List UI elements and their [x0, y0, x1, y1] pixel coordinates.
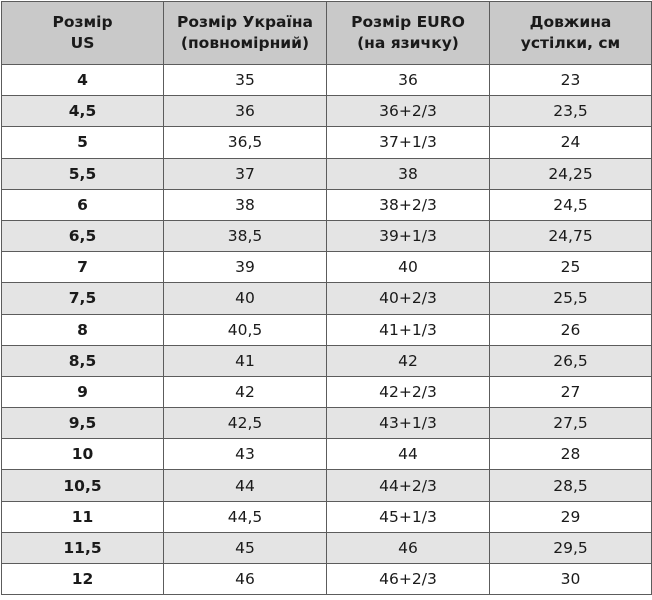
cell-ukraine-size: 41: [164, 345, 327, 376]
table-row: [2, 470, 652, 501]
cell-ukraine-size: 36,5: [164, 127, 327, 158]
cell-us-size: 11,5: [2, 532, 164, 563]
header-line: Розмір: [52, 13, 113, 31]
header-us-size: [2, 2, 164, 65]
cell-us-size: 4: [2, 65, 164, 96]
cell-euro-size: 44+2/3: [327, 470, 490, 501]
cell-insole-length: 29: [490, 501, 652, 532]
cell-ukraine-size: 45: [164, 532, 327, 563]
size-table: [1, 1, 652, 595]
table-row: [2, 283, 652, 314]
cell-insole-length: 26,5: [490, 345, 652, 376]
cell-us-size: 7,5: [2, 283, 164, 314]
cell-euro-size: 39+1/3: [327, 220, 490, 251]
header-line: (повномірний): [180, 34, 310, 52]
cell-euro-size: 36: [327, 65, 490, 96]
cell-insole-length: 26: [490, 314, 652, 345]
cell-ukraine-size: 43: [164, 439, 327, 470]
cell-euro-size: 45+1/3: [327, 501, 490, 532]
table-row: [2, 189, 652, 220]
header-ukraine-size: [164, 2, 327, 65]
cell-ukraine-size: 40,5: [164, 314, 327, 345]
cell-ukraine-size: 37: [164, 158, 327, 189]
cell-us-size: 9,5: [2, 408, 164, 439]
cell-insole-length: 24,25: [490, 158, 652, 189]
table-row: [2, 408, 652, 439]
cell-ukraine-size: 42,5: [164, 408, 327, 439]
cell-insole-length: 28: [490, 439, 652, 470]
table-row: [2, 564, 652, 595]
cell-ukraine-size: 46: [164, 564, 327, 595]
header-line: устілки, см: [520, 34, 621, 52]
cell-euro-size: 42+2/3: [327, 376, 490, 407]
table-row: [2, 532, 652, 563]
cell-insole-length: 27,5: [490, 408, 652, 439]
cell-insole-length: 28,5: [490, 470, 652, 501]
table-row: [2, 345, 652, 376]
cell-us-size: 5: [2, 127, 164, 158]
cell-insole-length: 25: [490, 252, 652, 283]
table-row: [2, 376, 652, 407]
table-row: [2, 252, 652, 283]
cell-euro-size: 44: [327, 439, 490, 470]
table-row: [2, 314, 652, 345]
table-body: [2, 65, 652, 595]
cell-ukraine-size: 44,5: [164, 501, 327, 532]
header-euro-size: [327, 2, 490, 65]
header-line: US: [70, 34, 95, 52]
cell-euro-size: 41+1/3: [327, 314, 490, 345]
cell-euro-size: 42: [327, 345, 490, 376]
cell-us-size: 8: [2, 314, 164, 345]
cell-us-size: 9: [2, 376, 164, 407]
cell-euro-size: 38+2/3: [327, 189, 490, 220]
table-row: [2, 439, 652, 470]
cell-euro-size: 43+1/3: [327, 408, 490, 439]
cell-insole-length: 27: [490, 376, 652, 407]
header-line: Розмір EURO: [351, 13, 465, 31]
table-header: [2, 2, 652, 65]
cell-us-size: 8,5: [2, 345, 164, 376]
cell-ukraine-size: 36: [164, 96, 327, 127]
cell-us-size: 5,5: [2, 158, 164, 189]
cell-euro-size: 40: [327, 252, 490, 283]
table-row: [2, 220, 652, 251]
header-line: Довжина: [529, 13, 612, 31]
header-row: [2, 2, 652, 65]
header-insole-length: [490, 2, 652, 65]
cell-insole-length: 24,5: [490, 189, 652, 220]
cell-insole-length: 25,5: [490, 283, 652, 314]
cell-us-size: 6,5: [2, 220, 164, 251]
table-row: [2, 158, 652, 189]
cell-us-size: 12: [2, 564, 164, 595]
cell-ukraine-size: 42: [164, 376, 327, 407]
cell-ukraine-size: 35: [164, 65, 327, 96]
cell-euro-size: 37+1/3: [327, 127, 490, 158]
cell-us-size: 10,5: [2, 470, 164, 501]
table-row: [2, 127, 652, 158]
cell-us-size: 4,5: [2, 96, 164, 127]
cell-euro-size: 46+2/3: [327, 564, 490, 595]
cell-insole-length: 24: [490, 127, 652, 158]
cell-insole-length: 23: [490, 65, 652, 96]
header-line: Розмір Україна: [177, 13, 313, 31]
cell-euro-size: 46: [327, 532, 490, 563]
cell-insole-length: 30: [490, 564, 652, 595]
cell-ukraine-size: 40: [164, 283, 327, 314]
cell-ukraine-size: 39: [164, 252, 327, 283]
cell-us-size: 6: [2, 189, 164, 220]
cell-ukraine-size: 38,5: [164, 220, 327, 251]
cell-euro-size: 36+2/3: [327, 96, 490, 127]
cell-insole-length: 24,75: [490, 220, 652, 251]
table-row: [2, 96, 652, 127]
table-row: [2, 65, 652, 96]
cell-us-size: 11: [2, 501, 164, 532]
table-row: [2, 501, 652, 532]
cell-euro-size: 38: [327, 158, 490, 189]
header-line: (на язичку): [357, 34, 459, 52]
cell-us-size: 7: [2, 252, 164, 283]
cell-euro-size: 40+2/3: [327, 283, 490, 314]
cell-us-size: 10: [2, 439, 164, 470]
cell-ukraine-size: 44: [164, 470, 327, 501]
cell-ukraine-size: 38: [164, 189, 327, 220]
cell-insole-length: 23,5: [490, 96, 652, 127]
cell-insole-length: 29,5: [490, 532, 652, 563]
